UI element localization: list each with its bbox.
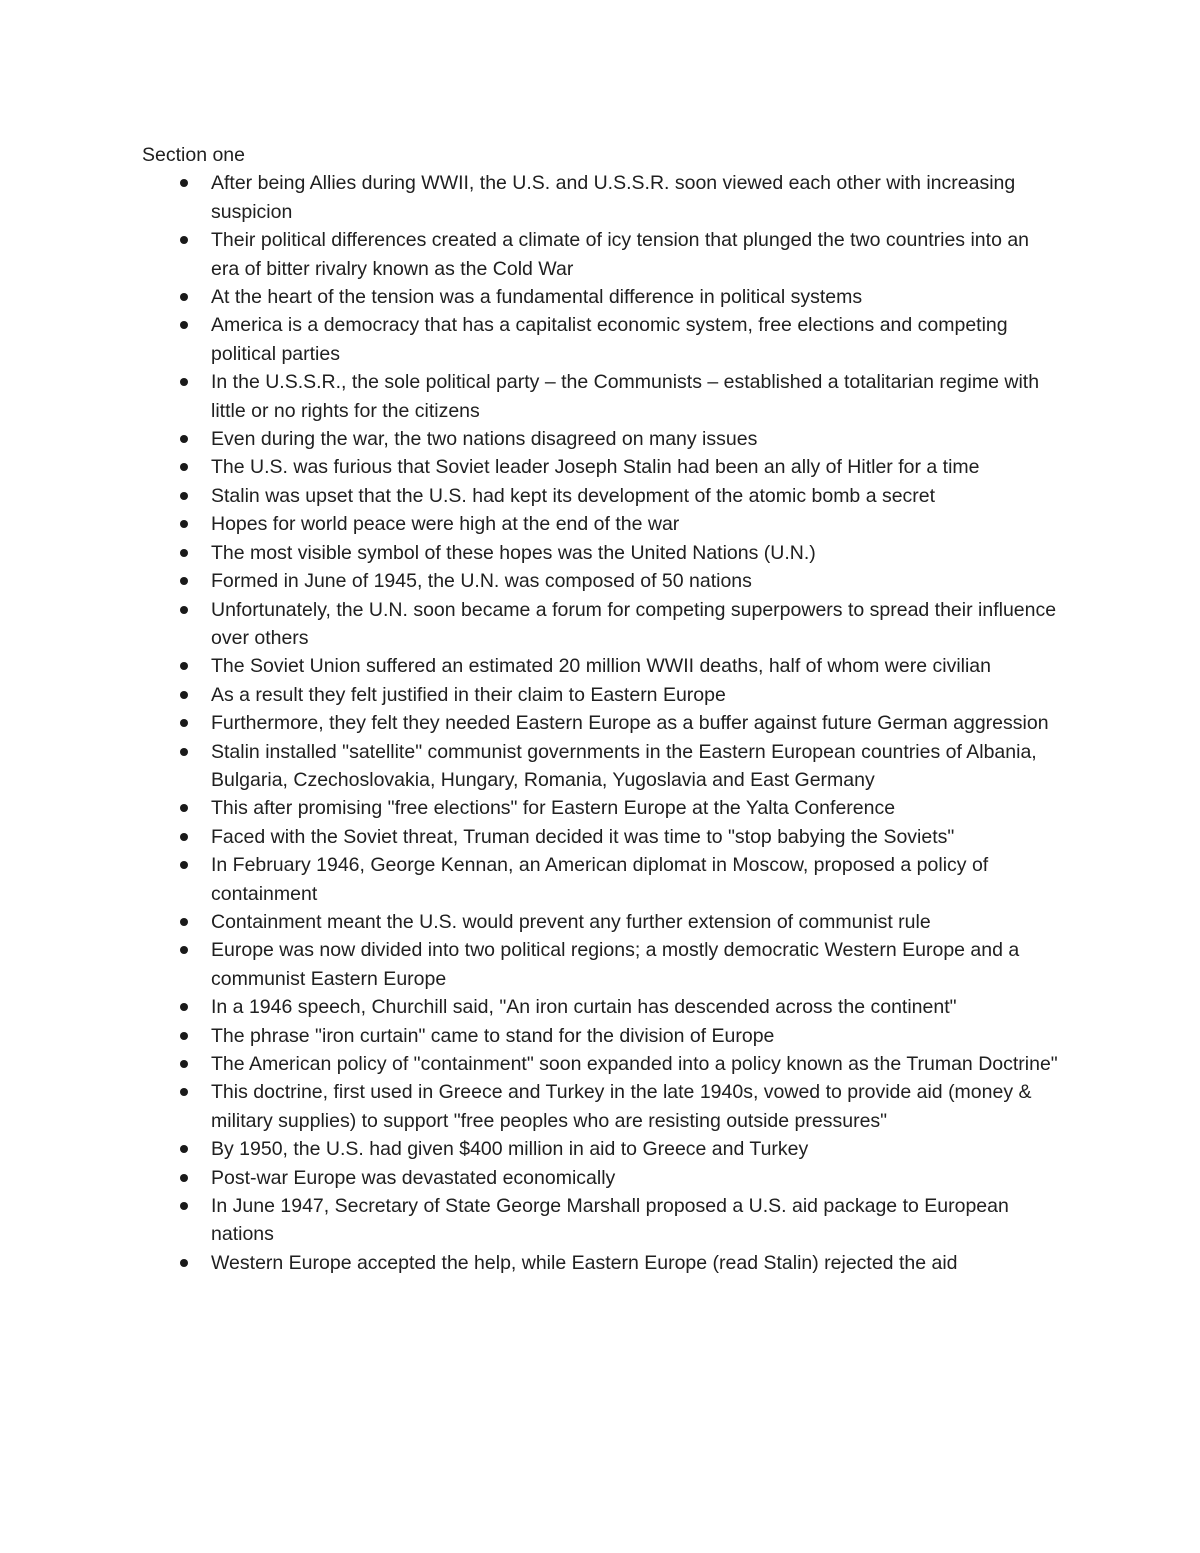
bullet-dot-icon [180, 833, 188, 841]
list-item-text: At the heart of the tension was a fundamental difference in political systems [211, 286, 863, 309]
bullet-dot-icon [180, 1060, 188, 1068]
list-item [142, 539, 1061, 567]
list-item-text: In February 1946, George Kennan, an American diplomat in Moscow, proposed a policy of containment [211, 854, 989, 905]
list-item [142, 1164, 1061, 1192]
list-item [142, 1192, 1061, 1249]
bullet-dot-icon [180, 236, 188, 244]
list-item [142, 1022, 1061, 1050]
list-item [142, 1078, 1061, 1135]
document-content [142, 141, 1082, 1277]
list-item-text: This doctrine, first used in Greece and Turkey in the late 1940s, vowed to provide aid (money & military supplies) to support "free peoples who are resisting outside pressures" [211, 1081, 1032, 1132]
list-item [142, 283, 1061, 311]
bullet-dot-icon [180, 1202, 188, 1210]
list-item [142, 851, 1061, 908]
list-item-text: After being Allies during WWII, the U.S. and U.S.S.R. soon viewed each other with increasing suspicion [211, 172, 1016, 223]
bullet-dot-icon [180, 293, 188, 301]
list-item [142, 482, 1061, 510]
bullet-dot-icon [180, 1145, 188, 1153]
list-item [142, 567, 1061, 595]
list-item-text: The most visible symbol of these hopes was the United Nations (U.N.) [211, 541, 816, 564]
list-item [142, 510, 1061, 538]
bullet-dot-icon [180, 1088, 188, 1096]
bullet-dot-icon [180, 321, 188, 329]
list-item-text: Formed in June of 1945, the U.N. was composed of 50 nations [211, 570, 752, 593]
list-item [142, 823, 1061, 851]
list-item-text: Containment meant the U.S. would prevent any further extension of communist rule [211, 910, 931, 933]
list-item-text: The Soviet Union suffered an estimated 20 million WWII deaths, half of whom were civilian [211, 655, 991, 678]
list-item-text: America is a democracy that has a capitalist economic system, free elections and competing political parties [211, 314, 1008, 365]
list-item-text: Faced with the Soviet threat, Truman decided it was time to "stop babying the Soviets" [211, 825, 955, 848]
bullet-dot-icon [180, 577, 188, 585]
list-item-text: Unfortunately, the U.N. soon became a forum for competing superpowers to spread their influence over others [211, 598, 1057, 649]
bullet-dot-icon [180, 946, 188, 954]
list-item-text: In June 1947, Secretary of State George Marshall proposed a U.S. aid package to European nations [211, 1195, 1009, 1246]
list-item-text: The U.S. was furious that Soviet leader Joseph Stalin had been an ally of Hitler for a time [211, 456, 980, 479]
bullet-dot-icon [180, 179, 188, 187]
list-item-text: Hopes for world peace were high at the end of the war [211, 513, 680, 536]
list-item-text: In the U.S.S.R., the sole political party – the Communists – established a totalitarian regime with little or no rights for the citizens [211, 371, 1040, 422]
bullet-dot-icon [180, 1032, 188, 1040]
bullet-dot-icon [180, 1174, 188, 1182]
bullet-dot-icon [180, 1003, 188, 1011]
bullet-dot-icon [180, 435, 188, 443]
bullet-dot-icon [180, 918, 188, 926]
list-item [142, 226, 1061, 283]
bullet-dot-icon [180, 492, 188, 500]
bullet-dot-icon [180, 804, 188, 812]
list-item-text: Their political differences created a climate of icy tension that plunged the two countries into an era of bitter rivalry known as the Cold War [211, 229, 1030, 280]
bullet-dot-icon [180, 520, 188, 528]
list-item [142, 1249, 1061, 1277]
list-item [142, 1135, 1061, 1163]
list-item-text: As a result they felt justified in their claim to Eastern Europe [211, 683, 726, 706]
list-item-text: Post-war Europe was devastated economically [211, 1166, 616, 1189]
list-item-text: This after promising "free elections" for Eastern Europe at the Yalta Conference [211, 797, 896, 820]
list-item-text: Furthermore, they felt they needed Eastern Europe as a buffer against future German aggression [211, 712, 1049, 735]
list-item-text: Stalin was upset that the U.S. had kept its development of the atomic bomb a secret [211, 484, 936, 507]
list-item [142, 425, 1061, 453]
list-item [142, 794, 1061, 822]
section-title: Section one [142, 144, 245, 166]
list-item [142, 709, 1061, 737]
list-item [142, 368, 1061, 425]
bullet-dot-icon [180, 691, 188, 699]
list-item-text: The phrase "iron curtain" came to stand for the division of Europe [211, 1024, 775, 1047]
list-item [142, 993, 1061, 1021]
bullet-dot-icon [180, 606, 188, 614]
list-item [142, 311, 1061, 368]
bullet-dot-icon [180, 748, 188, 756]
list-item [142, 936, 1061, 993]
list-item [142, 681, 1061, 709]
bullet-dot-icon [180, 662, 188, 670]
list-item-text: Europe was now divided into two political regions; a mostly democratic Western Europe and a communist Eastern Europe [211, 939, 1020, 990]
list-item-text: Western Europe accepted the help, while Eastern Europe (read Stalin) rejected the aid [211, 1251, 958, 1274]
list-item-text: In a 1946 speech, Churchill said, "An iron curtain has descended across the continent" [211, 996, 957, 1019]
list-item [142, 1050, 1061, 1078]
list-item [142, 596, 1061, 653]
bullet-dot-icon [180, 861, 188, 869]
list-item-text: By 1950, the U.S. had given $400 million in aid to Greece and Turkey [211, 1138, 809, 1161]
bullet-dot-icon [180, 378, 188, 386]
bullet-dot-icon [180, 463, 188, 471]
list-item-text: Stalin installed "satellite" communist governments in the Eastern European countries of Albania, Bulgaria, Czechoslovakia, Hungary, Romania, Yugoslavia and East Germany [211, 740, 1037, 791]
bullet-dot-icon [180, 549, 188, 557]
list-item-text: The American policy of "containment" soon expanded into a policy known as the Truman Doctrine" [211, 1053, 1058, 1075]
bullet-dot-icon [180, 719, 188, 727]
list-item [142, 908, 1061, 936]
list-item [142, 738, 1061, 795]
list-item [142, 453, 1061, 481]
list-item [142, 169, 1061, 226]
list-item-text: Even during the war, the two nations disagreed on many issues [211, 428, 758, 451]
bullet-list [142, 169, 1082, 1277]
list-item [142, 652, 1061, 680]
bullet-dot-icon [180, 1259, 188, 1267]
